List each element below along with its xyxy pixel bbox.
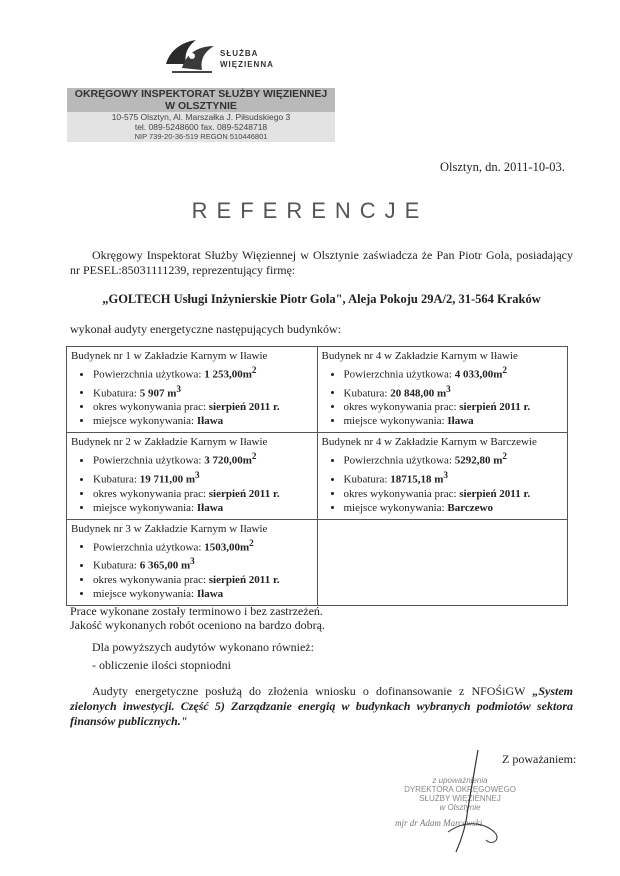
additional-work xyxy=(92,638,314,674)
table-row xyxy=(67,433,568,519)
building-heading: Budynek nr 2 w Zakładzie Karnym w Iławie xyxy=(71,436,268,449)
signature-stamp-line: DYREKTORA OKRĘGOWEGO xyxy=(404,785,516,794)
signature-stamp-line: z upoważnienia xyxy=(432,776,488,785)
building-cell xyxy=(67,347,318,433)
logo-line-1: SŁUŻBA xyxy=(220,49,259,58)
building-place: • miejsce wykonywania: Iława xyxy=(93,587,313,601)
program-name: „System zielonych inwestycji. Część 5) Zarządzanie energią w budynkach wybranych podmiotów sektora finansów publicznych." xyxy=(70,684,573,728)
building-area: • Powierzchnia użytkowa: 5292,80 $m^2$ xyxy=(344,449,564,468)
table-row xyxy=(67,347,568,433)
logo-text xyxy=(220,48,274,70)
closing-phrase: Z poważaniem: xyxy=(502,752,577,766)
handwritten-signature-icon xyxy=(438,748,528,858)
building-area: • Powierzchnia użytkowa: 1 $253,00m^2$ xyxy=(93,363,313,382)
intro-paragraph: Okręgowy Inspektorat Służby Więziennej w Olsztynie zaświadcza że Pan Piotr Gola, posiadający nr PESEL:85031111239, reprezentujący firmę: xyxy=(70,248,573,277)
purpose-paragraph xyxy=(70,684,573,729)
additional-work-item: - obliczenie ilości stopniodni xyxy=(92,658,231,672)
institution-name: OKRĘGOWY INSPEKTORAT SŁUŻBY WIĘZIENNEJ xyxy=(67,88,335,100)
institution-header-stamp xyxy=(67,88,335,144)
additional-work-heading: Dla powyższych audytów wykonano również: xyxy=(92,640,314,654)
building-volume: • Kubatura: 18715,18 $m^3$ xyxy=(344,468,564,487)
prison-service-logo-icon xyxy=(162,34,222,78)
building-period: • okres wykonywania prac: sierpień 2011 r. xyxy=(93,487,313,501)
signatory-name: mjr dr Adam Marcewski xyxy=(395,818,483,828)
signature-stamp-line: SŁUŻBY WIĘZIENNEJ xyxy=(419,794,501,803)
building-area: • Powierzchnia użytkowa: 4 $033,00m^2$ xyxy=(344,363,564,382)
building-cell xyxy=(317,347,568,433)
building-heading: Budynek nr 1 w Zakładzie Karnym w Iławie xyxy=(71,350,268,362)
building-period: • okres wykonywania prac: sierpień 2011 r. xyxy=(93,400,313,414)
page-title: REFERENCJE xyxy=(191,198,429,223)
building-details xyxy=(71,536,313,601)
institution-ids: NIP 739-20-36-519 REGON 510446801 xyxy=(67,132,335,142)
institution-phone: tel. 089-5248600 fax. 089-5248718 xyxy=(67,122,335,132)
completion-note-2: Jakość wykonanych robót oceniono na bardzo dobrą. xyxy=(70,618,325,632)
building-period: • okres wykonywania prac: sierpień 2011 r. xyxy=(344,487,564,501)
buildings-intro: wykonał audyty energetyczne następujących budynków: xyxy=(70,322,342,336)
completion-note-1: Prace wykonane zostały terminowo i bez zastrzeżeń. xyxy=(70,604,323,618)
building-details xyxy=(71,449,313,514)
building-volume: • Kubatura: 6 365,00 $m^3$ xyxy=(93,554,313,573)
building-details xyxy=(71,363,313,428)
building-period: • okres wykonywania prac: sierpień 2011 r. xyxy=(93,573,313,587)
purpose-text: Audyty energetyczne posłużą do złożenia wniosku o dofinansowanie z NFOŚiGW xyxy=(92,684,533,698)
empty-cell xyxy=(317,519,568,605)
institution-address: 10-575 Olsztyn, Al. Marszałka J. Piłsudskiego 3 xyxy=(67,112,335,122)
building-heading: Budynek nr 3 w Zakładzie Karnym w Iławie xyxy=(71,522,268,535)
building-details xyxy=(322,449,564,514)
building-volume: • Kubatura: 20 848,00 $m^3$ xyxy=(344,382,564,401)
building-place: • miejsce wykonywania: Iława xyxy=(344,414,564,428)
building-heading: Budynek nr 4 w Zakładzie Karnym w Iławie xyxy=(321,350,518,362)
signature-stamp-line: w Olsztynie xyxy=(439,803,481,812)
completion-notes xyxy=(70,604,325,632)
institution-city: W OLSZTYNIE xyxy=(67,100,335,112)
building-place: • miejsce wykonywania: Iława xyxy=(93,501,313,515)
date-line: Olsztyn, dn. 2011-10-03. xyxy=(440,160,565,174)
table-row xyxy=(67,519,568,605)
building-volume: • Kubatura: 19 711,00 $m^3$ xyxy=(93,468,313,487)
buildings-table xyxy=(66,346,568,606)
building-cell xyxy=(67,519,318,605)
building-area: • Powierzchnia użytkowa: $1503,00m^2$ xyxy=(93,536,313,555)
building-cell xyxy=(67,433,318,519)
company-name: „GOLTECH Usługi Inżynierskie Piotr Gola", Aleja Pokoju 29A/2, 31-564 Kraków xyxy=(102,292,541,306)
building-cell xyxy=(317,433,568,519)
building-area: • Powierzchnia użytkowa: 3 $720,00m^2$ xyxy=(93,449,313,468)
building-heading: Budynek nr 4 w Zakładzie Karnym w Barczewie xyxy=(321,436,537,449)
logo-line-2: WIĘZIENNA xyxy=(220,60,274,69)
building-volume: • Kubatura: 5 907 $m^3$ xyxy=(93,382,313,401)
building-details xyxy=(322,363,564,428)
building-period: • okres wykonywania prac: sierpień 2011 r. xyxy=(344,400,564,414)
building-place: • miejsce wykonywania: Barczewo xyxy=(344,501,564,515)
building-place: • miejsce wykonywania: Iława xyxy=(93,414,313,428)
